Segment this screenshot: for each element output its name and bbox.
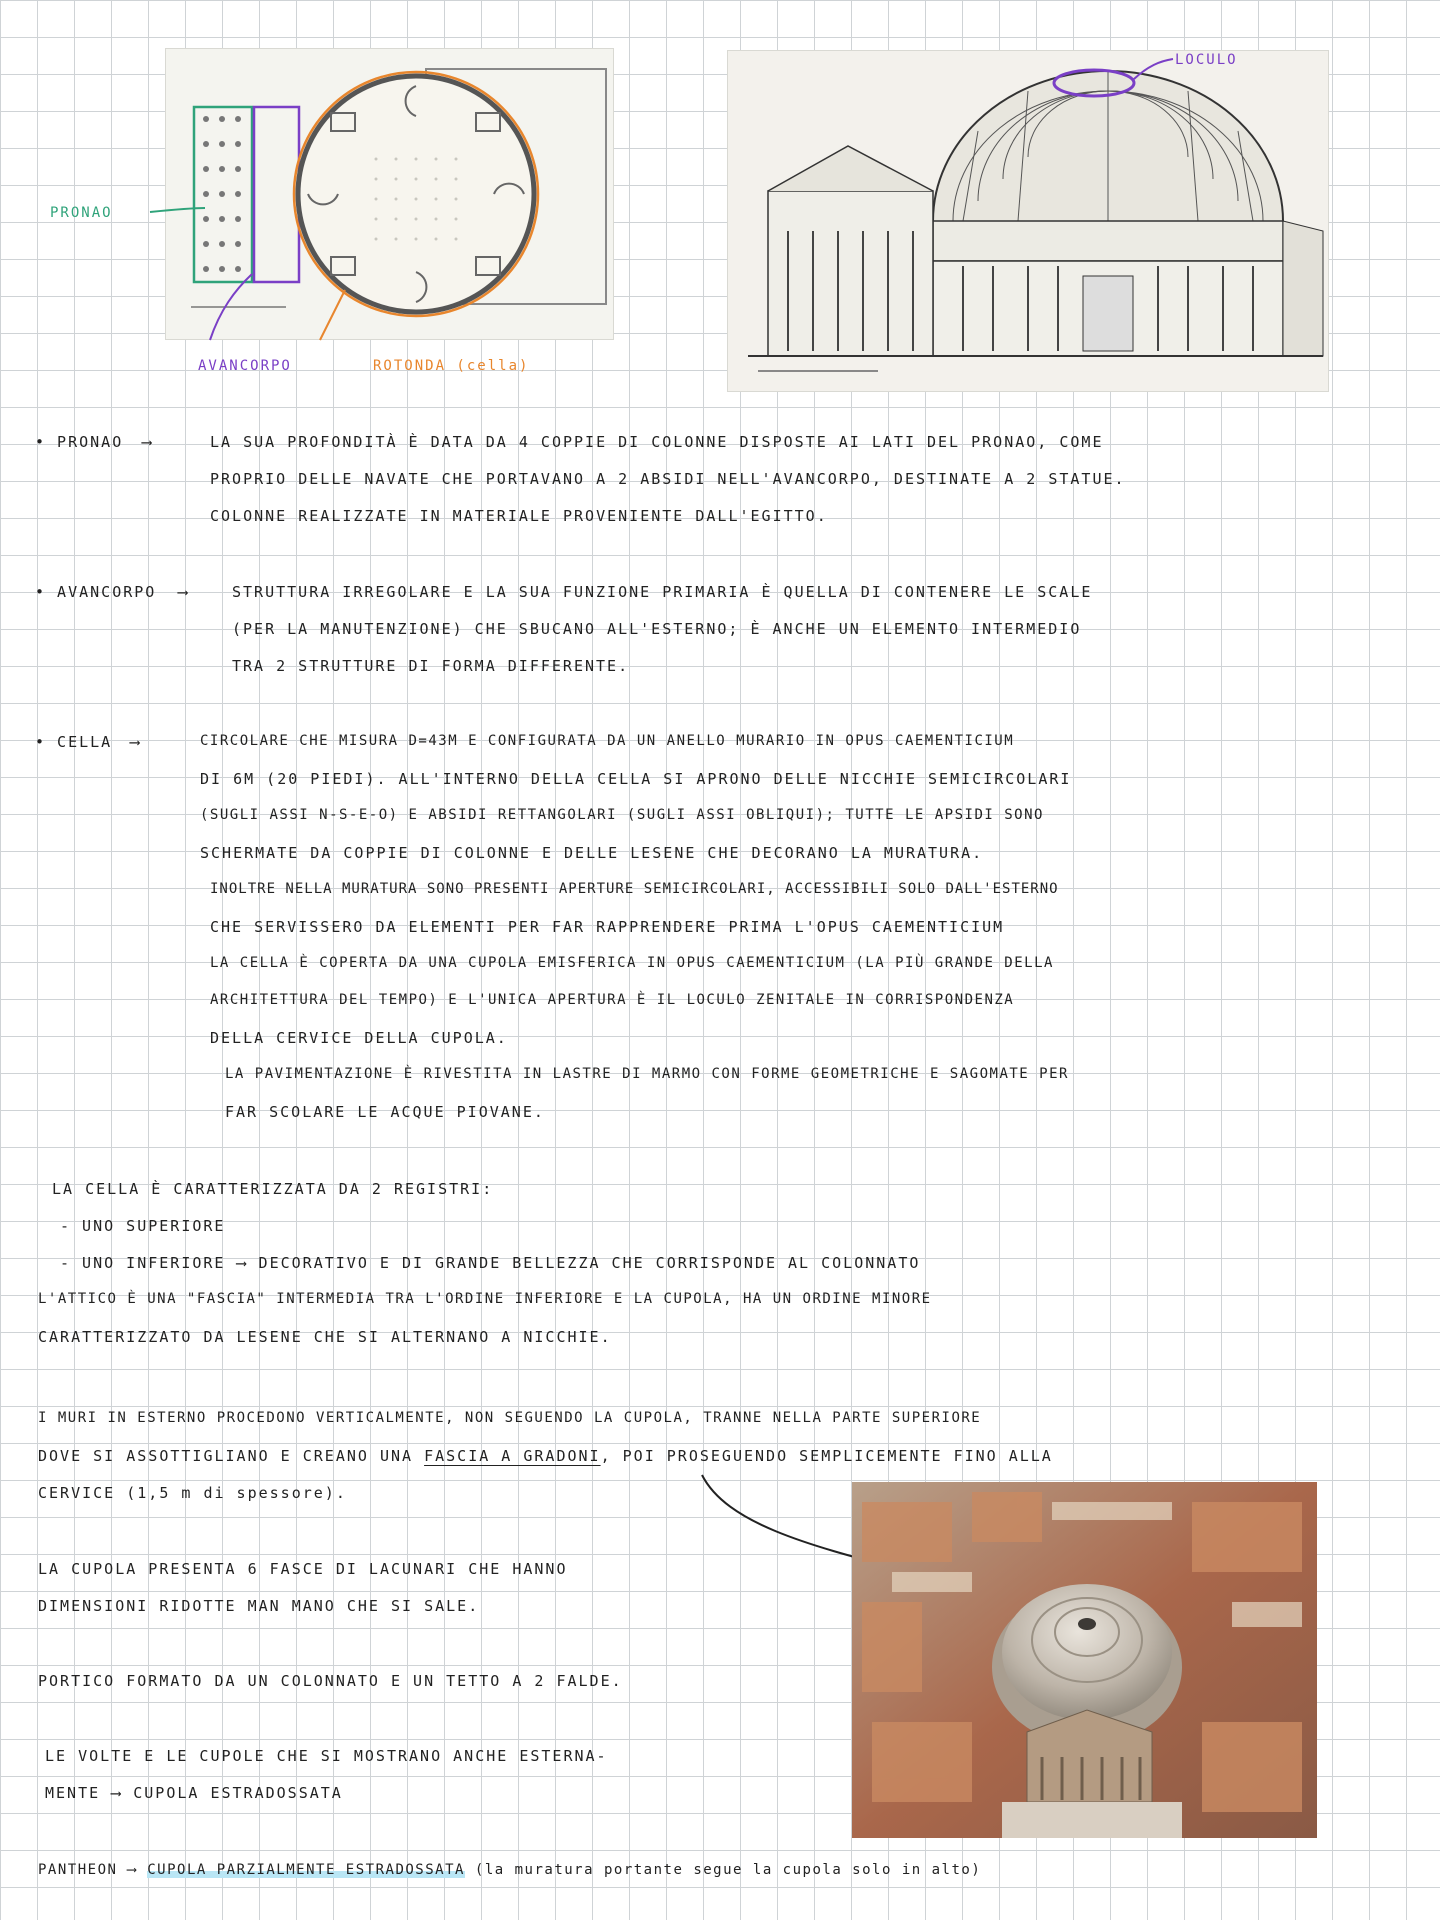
muri-line-2-c: , POI PROSEGUENDO SEMPLICEMENTE FINO ALLA bbox=[600, 1447, 1053, 1465]
cupola-line-1: LA CUPOLA PRESENTA 6 FASCE DI LACUNARI CHE HANNO bbox=[38, 1560, 568, 1578]
pantheon-highlight: CUPOLA PARZIALMENTE ESTRADOSSATA bbox=[147, 1862, 465, 1878]
pronao-line-2: PROPRIO DELLE NAVATE CHE PORTAVANO A 2 ABSIDI NELL'AVANCORPO, DESTINATE A 2 STATUE. bbox=[210, 470, 1126, 488]
portico-line: PORTICO FORMATO DA UN COLONNATO E UN TETTO A 2 FALDE. bbox=[38, 1672, 623, 1690]
arrow-icon: ⟶ bbox=[130, 733, 142, 751]
muri-line-2-a: DOVE SI ASSOTTIGLIANO E CREANO UNA bbox=[38, 1447, 414, 1465]
cella-line-5: INOLTRE NELLA MURATURA SONO PRESENTI APERTURE SEMICIRCOLARI, ACCESSIBILI SOLO DALL'ESTERNO bbox=[210, 881, 1059, 897]
cella-line-6: CHE SERVISSERO DA ELEMENTI PER FAR RAPPRENDERE PRIMA L'OPUS CAEMENTICIUM bbox=[210, 918, 1005, 936]
aerial-photo-drawing bbox=[852, 1482, 1317, 1838]
pronao-line-3: COLONNE REALIZZATE IN MATERIALE PROVENIENTE DALL'EGITTO. bbox=[210, 507, 828, 525]
volte-line-1: LE VOLTE E LE CUPOLE CHE SI MOSTRANO ANCHE ESTERNA- bbox=[45, 1747, 608, 1765]
cella-line-3: (SUGLI ASSI N-S-E-O) E ABSIDI RETTANGOLARI (SUGLI ASSI OBLIQUI); TUTTE LE APSIDI SONO bbox=[200, 807, 1044, 823]
term-pronao: • PRONAO bbox=[35, 433, 124, 451]
label-rotonda: ROTONDA (cella) bbox=[373, 358, 530, 374]
pantheon-note: (la muratura portante segue la cupola solo in alto) bbox=[474, 1862, 982, 1878]
cella-line-4: SCHERMATE DA COPPIE DI COLONNE E DELLE LESENE CHE DECORANO LA MURATURA. bbox=[200, 844, 984, 862]
muri-line-1: I MURI IN ESTERNO PROCEDONO VERTICALMENTE, NON SEGUENDO LA CUPOLA, TRANNE NELLA PARTE SUPERIORE bbox=[38, 1410, 982, 1426]
pantheon-term: PANTHEON ⟶ bbox=[38, 1862, 138, 1878]
label-loculo: LOCULO bbox=[1175, 52, 1238, 68]
cella-line-1: CIRCOLARE CHE MISURA D=43M E CONFIGURATA DA UN ANELLO MURARIO IN OPUS CAEMENTICIUM bbox=[200, 733, 1015, 749]
avancorpo-line-1: STRUTTURA IRREGOLARE E LA SUA FUNZIONE PRIMARIA È QUELLA DI CONTENERE LE SCALE bbox=[232, 583, 1093, 601]
muri-line-3: CERVICE (1,5 m di spessore). bbox=[38, 1484, 347, 1502]
cella-line-7: LA CELLA È COPERTA DA UNA CUPOLA EMISFERICA IN OPUS CAEMENTICIUM (LA PIÙ GRANDE DELLA bbox=[210, 955, 1054, 971]
pantheon-line bbox=[38, 1862, 981, 1878]
arrow-icon: ⟶ bbox=[142, 433, 154, 451]
pronao-line-1: LA SUA PROFONDITÀ È DATA DA 4 COPPIE DI COLONNE DISPOSTE AI LATI DEL PRONAO, COME bbox=[210, 433, 1104, 451]
registri-line-2: - UNO SUPERIORE bbox=[60, 1217, 226, 1235]
cella-line-10: LA PAVIMENTAZIONE È RIVESTITA IN LASTRE DI MARMO CON FORME GEOMETRICHE E SAGOMATE PER bbox=[225, 1066, 1069, 1082]
section-drawing bbox=[728, 51, 1328, 391]
volte-line-2: MENTE ⟶ CUPOLA ESTRADOSSATA bbox=[45, 1784, 343, 1802]
muri-line-2 bbox=[38, 1447, 1053, 1465]
registri-line-1: LA CELLA È CARATTERIZZATA DA 2 REGISTRI: bbox=[52, 1180, 494, 1198]
label-avancorpo: AVANCORPO bbox=[198, 358, 292, 374]
avancorpo-line-3: TRA 2 STRUTTURE DI FORMA DIFFERENTE. bbox=[232, 657, 630, 675]
registri-line-3: - UNO INFERIORE ⟶ DECORATIVO E DI GRANDE BELLEZZA CHE CORRISPONDE AL COLONNATO bbox=[60, 1254, 921, 1272]
cupola-line-2: DIMENSIONI RIDOTTE MAN MANO CHE SI SALE. bbox=[38, 1597, 480, 1615]
term-avancorpo: • AVANCORPO bbox=[35, 583, 157, 601]
fascia-a-gradoni: FASCIA A GRADONI bbox=[424, 1447, 601, 1465]
cella-line-11: FAR SCOLARE LE ACQUE PIOVANE. bbox=[225, 1103, 545, 1121]
arrow-icon: ⟶ bbox=[178, 583, 190, 601]
cella-line-2: DI 6M (20 PIEDI). ALL'INTERNO DELLA CELLA SI APRONO DELLE NICCHIE SEMICIRCOLARI bbox=[200, 770, 1072, 788]
cella-line-9: DELLA CERVICE DELLA CUPOLA. bbox=[210, 1029, 508, 1047]
term-cella: • CELLA bbox=[35, 733, 113, 751]
cella-line-8: ARCHITETTURA DEL TEMPO) E L'UNICA APERTURA È IL LOCULO ZENITALE IN CORRISPONDENZA bbox=[210, 992, 1015, 1008]
registri-line-5: CARATTERIZZATO DA LESENE CHE SI ALTERNANO A NICCHIE. bbox=[38, 1328, 612, 1346]
registri-line-4: L'ATTICO È UNA "FASCIA" INTERMEDIA TRA L'ORDINE INFERIORE E LA CUPOLA, HA UN ORDINE MINORE bbox=[38, 1291, 932, 1307]
avancorpo-line-2: (PER LA MANUTENZIONE) CHE SBUCANO ALL'ESTERNO; È ANCHE UN ELEMENTO INTERMEDIO bbox=[232, 620, 1082, 638]
section-figure bbox=[727, 50, 1329, 392]
aerial-photo bbox=[852, 1482, 1317, 1838]
label-pronao: PRONAO bbox=[50, 205, 113, 221]
